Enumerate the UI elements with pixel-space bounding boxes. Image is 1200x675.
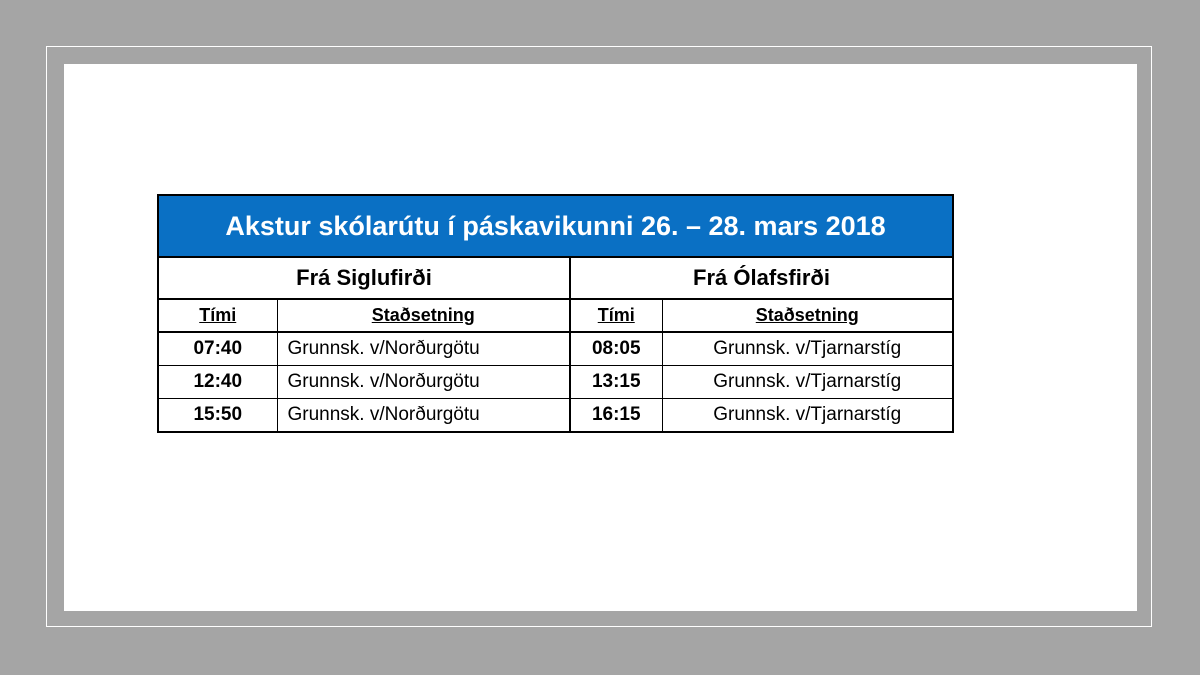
time-cell: 12:40	[158, 366, 277, 399]
time-cell: 15:50	[158, 399, 277, 433]
location-cell: Grunnsk. v/Norðurgötu	[277, 399, 570, 433]
table-row	[158, 366, 953, 399]
group-header-siglufjordur: Frá Siglufirði	[158, 257, 570, 299]
time-cell: 13:15	[570, 366, 662, 399]
group-header-olafsfjordur: Frá Ólafsfirði	[570, 257, 953, 299]
table-row	[158, 332, 953, 366]
location-cell: Grunnsk. v/Norðurgötu	[277, 332, 570, 366]
location-cell: Grunnsk. v/Tjarnarstíg	[662, 399, 953, 433]
title-row	[158, 195, 953, 257]
location-cell: Grunnsk. v/Tjarnarstíg	[662, 332, 953, 366]
time-cell: 07:40	[158, 332, 277, 366]
bus-schedule-table	[157, 194, 954, 433]
col-header-location-b: Staðsetning	[662, 299, 953, 332]
time-cell: 16:15	[570, 399, 662, 433]
column-header-row	[158, 299, 953, 332]
location-cell: Grunnsk. v/Norðurgötu	[277, 366, 570, 399]
group-header-row	[158, 257, 953, 299]
col-header-location-a: Staðsetning	[277, 299, 570, 332]
schedule-title: Akstur skólarútu í páskavikunni 26. – 28. mars 2018	[158, 195, 953, 257]
location-cell: Grunnsk. v/Tjarnarstíg	[662, 366, 953, 399]
col-header-time-a: Tími	[158, 299, 277, 332]
col-header-time-b: Tími	[570, 299, 662, 332]
time-cell: 08:05	[570, 332, 662, 366]
table-row	[158, 399, 953, 433]
